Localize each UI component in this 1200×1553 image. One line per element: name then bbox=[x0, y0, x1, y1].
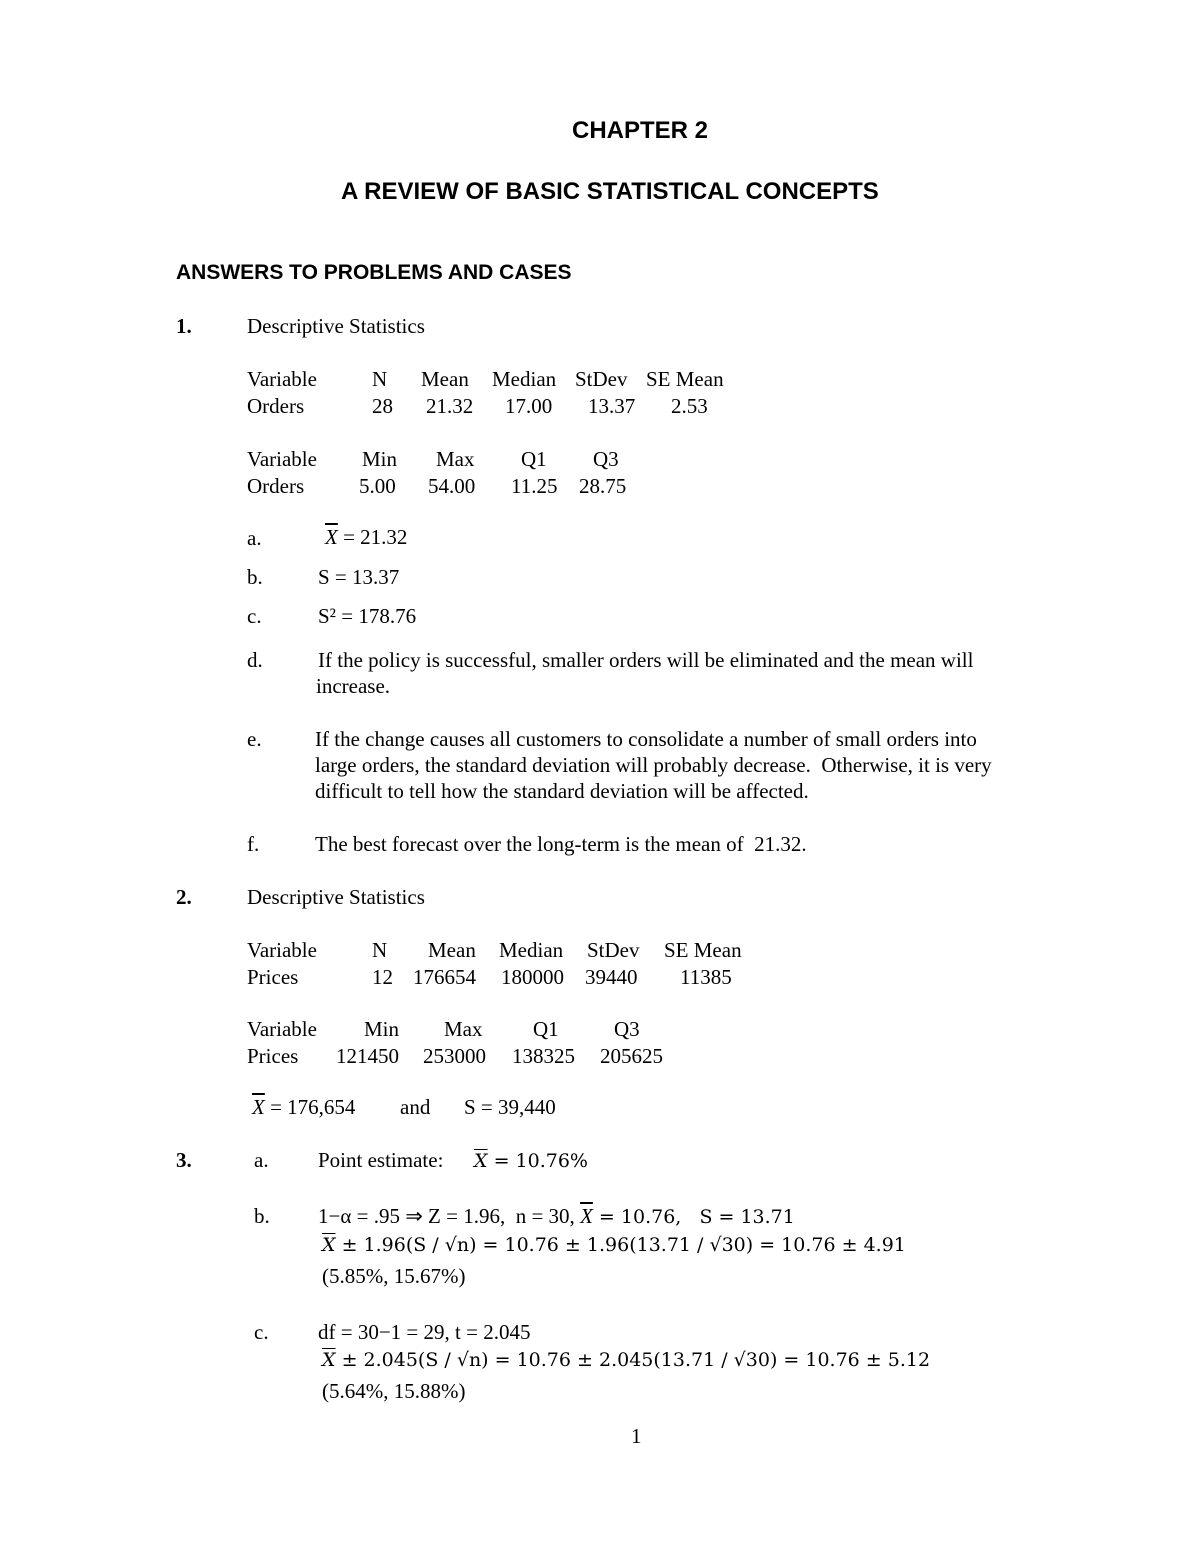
table-cell: Prices bbox=[247, 965, 299, 989]
table-header: Q1 bbox=[533, 1017, 559, 1041]
table-cell: 12 bbox=[372, 965, 393, 989]
b-line-1-rest: = 10.76, S = 13.71 bbox=[592, 1206, 795, 1228]
table-header: N bbox=[372, 938, 388, 962]
table-header: StDev bbox=[575, 367, 628, 391]
table-header: Variable bbox=[247, 938, 317, 962]
item-a-answer bbox=[325, 527, 407, 548]
table-header: Variable bbox=[247, 367, 317, 391]
and-word: and bbox=[400, 1095, 431, 1119]
xbar-symbol: $\overline{X}$ bbox=[580, 1204, 593, 1228]
table-cell: 2.53 bbox=[671, 394, 708, 418]
problem-1-number: 1. bbox=[176, 314, 192, 338]
table-cell: 180000 bbox=[501, 965, 564, 989]
c-line-2 bbox=[322, 1351, 930, 1370]
item-label: c. bbox=[247, 604, 262, 628]
c-line-2-text: ± 2.045(S / √n) = 10.76 ± 2.045(13.71 / √30) = 10.76 ± 5.12 bbox=[335, 1349, 931, 1371]
problem-2-heading: Descriptive Statistics bbox=[247, 885, 425, 909]
b-line-2-text: ± 1.96(S / √n) = 10.76 ± 1.96(13.71 / √30) = 10.76 ± 4.91 bbox=[335, 1234, 906, 1256]
item-label: b. bbox=[254, 1204, 270, 1228]
table-header: Max bbox=[436, 447, 475, 471]
xbar-symbol: $\overline{X}$ bbox=[322, 1234, 336, 1256]
section-heading: ANSWERS TO PROBLEMS AND CASES bbox=[176, 261, 572, 284]
b-line-1 bbox=[318, 1206, 795, 1227]
xbar-symbol: $\overline{X}$ bbox=[474, 1150, 488, 1172]
table-cell: 17.00 bbox=[505, 394, 553, 418]
item-d-line: increase. bbox=[316, 674, 391, 698]
table-cell: 5.00 bbox=[359, 474, 396, 498]
table-cell: 253000 bbox=[423, 1044, 486, 1068]
item-e-line: If the change causes all customers to consolidate a number of small orders into bbox=[315, 727, 977, 751]
table-header: Variable bbox=[247, 1017, 317, 1041]
chapter-title: A REVIEW OF BASIC STATISTICAL CONCEPTS bbox=[341, 178, 879, 205]
table-header: SE Mean bbox=[646, 367, 724, 391]
chapter-heading: CHAPTER 2 bbox=[572, 117, 709, 144]
item-d-line: If the policy is successful, smaller orders will be eliminated and the mean will bbox=[318, 648, 974, 672]
item-label: e. bbox=[247, 727, 262, 751]
table-header: Q3 bbox=[593, 447, 619, 471]
table-cell: Orders bbox=[247, 394, 305, 418]
table-header: Min bbox=[362, 447, 398, 471]
item-e-line: difficult to tell how the standard deviation will be affected. bbox=[315, 779, 809, 803]
problem-2-number: 2. bbox=[176, 885, 192, 909]
c-line-1: df = 30−1 = 29, t = 2.045 bbox=[318, 1320, 531, 1344]
table-cell: 54.00 bbox=[428, 474, 476, 498]
table-header: Q3 bbox=[614, 1017, 640, 1041]
b-line-1-text: 1−α = .95 ⇒ Z = 1.96, n = 30, bbox=[318, 1204, 575, 1228]
item-label: c. bbox=[254, 1320, 269, 1344]
table-header: Mean bbox=[428, 938, 476, 962]
xbar-symbol: $\overline{X}$ bbox=[252, 1095, 265, 1119]
table-cell: 39440 bbox=[585, 965, 638, 989]
table-header: StDev bbox=[587, 938, 640, 962]
mean-value: = 176,654 bbox=[264, 1095, 356, 1119]
b-line-2 bbox=[322, 1236, 906, 1255]
point-estimate-label: Point estimate: bbox=[318, 1148, 444, 1172]
table-header: Q1 bbox=[521, 447, 547, 471]
table-cell: 11.25 bbox=[511, 474, 558, 498]
table-cell: Prices bbox=[247, 1044, 299, 1068]
table-header: Max bbox=[444, 1017, 483, 1041]
table-cell: 21.32 bbox=[426, 394, 474, 418]
stdev-value: S = 39,440 bbox=[464, 1095, 556, 1119]
problem-3-number: 3. bbox=[176, 1148, 192, 1172]
table-header: Median bbox=[492, 367, 557, 391]
table-cell: 13.37 bbox=[588, 394, 636, 418]
problem-2-summary bbox=[252, 1097, 355, 1118]
table-header: N bbox=[372, 367, 388, 391]
table-cell: 28.75 bbox=[579, 474, 627, 498]
table-cell: Orders bbox=[247, 474, 305, 498]
table-header: Min bbox=[364, 1017, 400, 1041]
page-number: 1 bbox=[631, 1424, 642, 1448]
xbar-symbol: $\overline{X}$ bbox=[325, 525, 338, 549]
item-f-answer: The best forecast over the long-term is the mean of 21.32. bbox=[315, 832, 807, 856]
table-cell: 176654 bbox=[413, 965, 476, 989]
point-estimate-value bbox=[474, 1152, 588, 1171]
table-header: Median bbox=[499, 938, 564, 962]
item-e-line: large orders, the standard deviation will probably decrease. Otherwise, it is very bbox=[315, 753, 992, 777]
item-b-answer: S = 13.37 bbox=[318, 565, 400, 589]
table-header: Variable bbox=[247, 447, 317, 471]
table-cell: 11385 bbox=[680, 965, 732, 989]
c-interval: (5.64%, 15.88%) bbox=[322, 1379, 466, 1403]
table-header: SE Mean bbox=[664, 938, 742, 962]
item-label: b. bbox=[247, 565, 263, 589]
point-estimate-number: = 10.76% bbox=[487, 1150, 588, 1172]
problem-1-heading: Descriptive Statistics bbox=[247, 314, 425, 338]
item-a-value: = 21.32 bbox=[337, 525, 408, 549]
item-label: a. bbox=[247, 526, 262, 550]
item-label: f. bbox=[247, 832, 260, 856]
item-label: d. bbox=[247, 648, 263, 672]
xbar-symbol: $\overline{X}$ bbox=[322, 1349, 336, 1371]
item-c-answer: S² = 178.76 bbox=[318, 604, 417, 628]
table-cell: 205625 bbox=[600, 1044, 663, 1068]
table-cell: 121450 bbox=[336, 1044, 399, 1068]
table-cell: 28 bbox=[372, 394, 393, 418]
item-label: a. bbox=[254, 1148, 269, 1172]
b-interval: (5.85%, 15.67%) bbox=[322, 1264, 466, 1288]
table-cell: 138325 bbox=[512, 1044, 575, 1068]
table-header: Mean bbox=[421, 367, 469, 391]
